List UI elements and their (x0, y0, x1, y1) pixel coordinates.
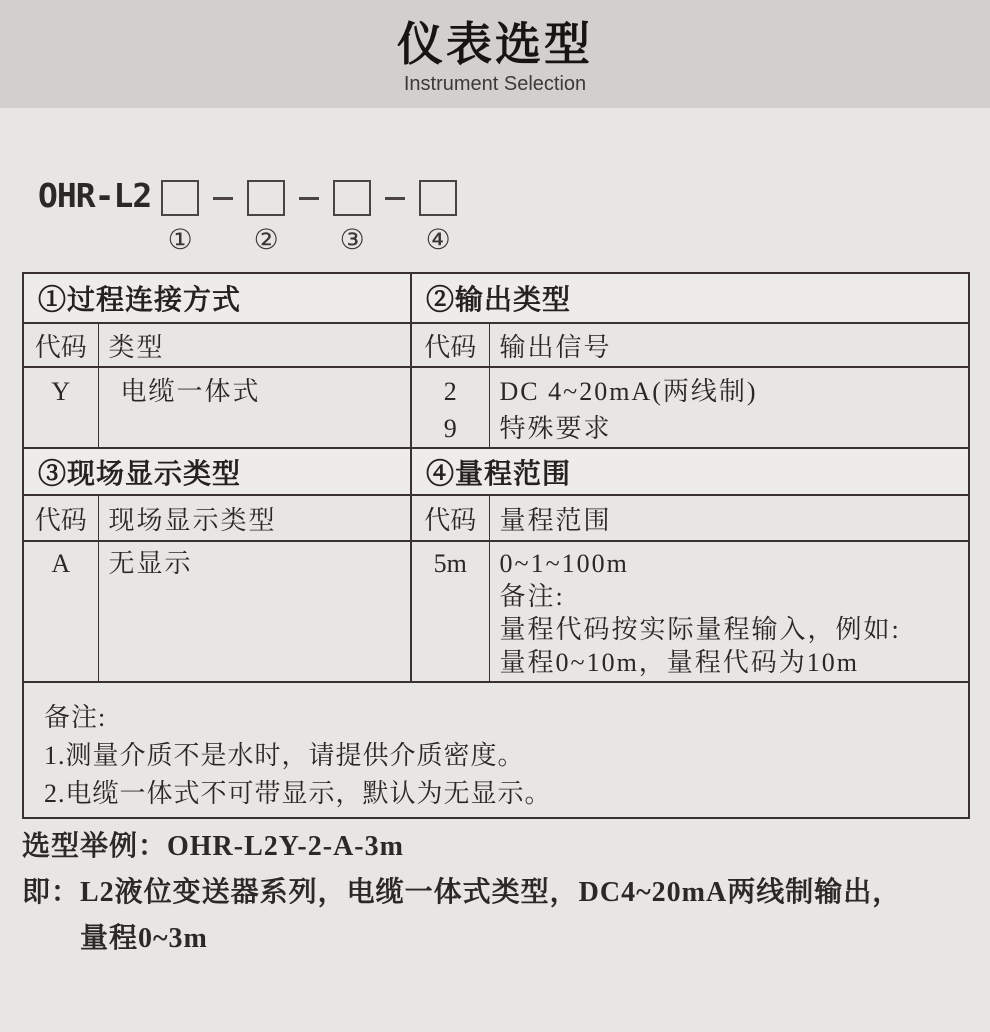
column-header-row-2 (23, 495, 969, 541)
code-box-4 (419, 180, 457, 216)
model-code-slot-1 (161, 170, 199, 258)
example-line-2: 即：L2液位变送器系列，电缆一体式类型，DC4~20mA两线制输出， (22, 877, 902, 908)
model-code-slot-2 (247, 170, 285, 258)
section2-entry-code-2: 9 (443, 414, 457, 443)
section4-range-line-1: 0~1~100m (499, 549, 629, 578)
code-box-1 (161, 180, 199, 216)
selection-table (22, 272, 970, 819)
note-line-3: 2.电缆一体式不可带显示，默认为无显示。 (44, 779, 552, 808)
data-row-1 (23, 367, 969, 448)
section3-title: ③现场显示类型 (23, 448, 411, 495)
example-line-1: 选型举例：OHR-L2Y-2-A-3m (22, 831, 404, 862)
dash-separator-2 (299, 197, 319, 200)
section4-title: ④量程范围 (411, 448, 969, 495)
column-header-row-1 (23, 323, 969, 367)
section2-value-header: 输出信号 (489, 323, 969, 367)
section1-code-header: 代码 (23, 323, 98, 367)
slot-number-4: ④ (425, 225, 451, 256)
section4-value-header: 量程范围 (489, 495, 969, 541)
section1-entry-value: 电缆一体式 (120, 377, 261, 406)
section-header-row-1 (23, 273, 969, 323)
section4-entry-code: 5m (433, 549, 467, 578)
dash-separator-3 (385, 197, 405, 200)
model-code-diagram (38, 170, 457, 258)
section2-entry-code-1: 2 (443, 377, 457, 406)
section2-code-header: 代码 (411, 323, 489, 367)
page-title: 仪表选型 (397, 18, 593, 70)
code-box-2 (247, 180, 285, 216)
dash-separator-1 (213, 197, 233, 200)
section3-entry-code: A (51, 549, 71, 578)
section4-code-header: 代码 (411, 495, 489, 541)
note-line-1: 备注: (44, 703, 107, 732)
section1-title: ①过程连接方式 (23, 273, 411, 323)
data-row-2 (23, 541, 969, 682)
slot-number-2: ② (253, 225, 279, 256)
selection-example (22, 824, 901, 962)
note-line-2: 1.测量介质不是水时，请提供介质密度。 (44, 741, 525, 770)
section3-entry-value: 无显示 (108, 549, 193, 578)
model-code-slot-3 (333, 170, 371, 258)
section3-value-header: 现场显示类型 (98, 495, 411, 541)
section4-range-line-3: 量程代码按实际量程输入，例如: (499, 615, 901, 644)
page-subtitle: Instrument Selection (403, 73, 587, 95)
model-code-slot-4 (419, 170, 457, 258)
section2-entry-value-2: 特殊要求 (499, 414, 612, 443)
section3-code-header: 代码 (23, 495, 98, 541)
model-code-prefix: OHR-L2 (38, 176, 152, 215)
code-box-3 (333, 180, 371, 216)
slot-number-1: ① (167, 225, 193, 256)
section1-value-header: 类型 (98, 323, 411, 367)
section2-title: ②输出类型 (411, 273, 969, 323)
section4-range-line-2: 备注: (499, 582, 565, 611)
section1-entry-code: Y (51, 377, 71, 406)
slot-number-3: ③ (339, 225, 365, 256)
note-row (23, 682, 969, 818)
section-header-row-2 (23, 448, 969, 495)
example-line-3: 量程0~3m (80, 923, 208, 954)
section4-range-line-4: 量程0~10m，量程代码为10m (499, 648, 860, 677)
section2-entry-value-1: DC 4~20mA(两线制) (499, 377, 758, 406)
page-banner (0, 0, 990, 108)
